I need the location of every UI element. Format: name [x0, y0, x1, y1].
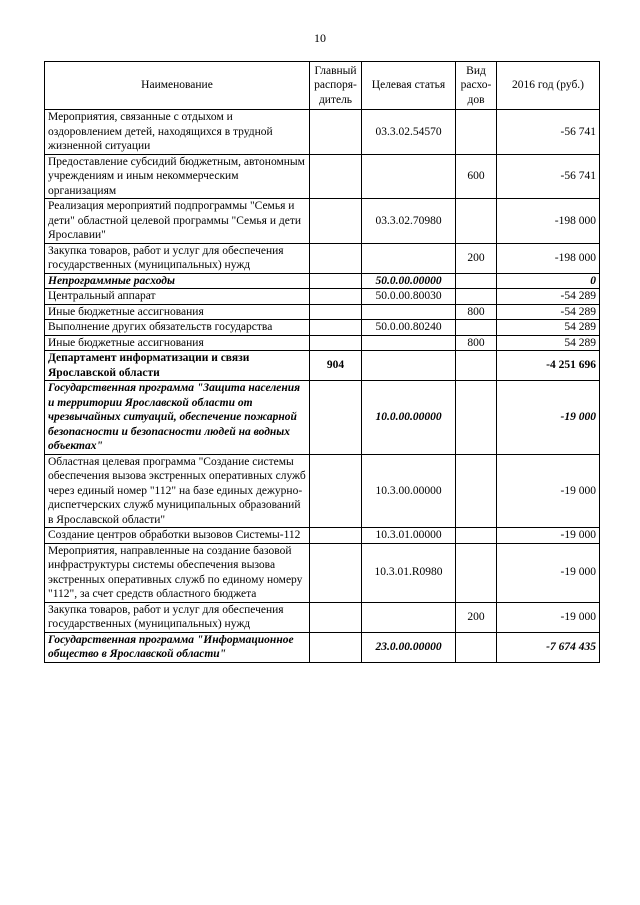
table-row — [45, 304, 600, 320]
table-row — [45, 154, 600, 199]
row-name: Областная целевая программа "Создание системы обеспечения вызова экстренных оперативных служб через единый номер "112" на базе единых дежурно-диспетчерских служб муниципальных образований в Ярославской области" — [45, 454, 310, 528]
row-target-article: 50.0.00.80240 — [362, 320, 456, 336]
row-amount: -56 741 — [497, 110, 600, 155]
table-row — [45, 528, 600, 544]
row-main-manager: 904 — [310, 351, 362, 381]
row-name: Государственная программа "Защита населения и территории Ярославской области от чрезвычайных ситуаций, обеспечение пожарной безопасности и безопасности людей на водных объектах" — [45, 381, 310, 455]
row-amount: -19 000 — [497, 602, 600, 632]
header-amount-2016: 2016 год (руб.) — [497, 62, 600, 110]
row-amount: -19 000 — [497, 543, 600, 602]
row-expense-type — [456, 632, 497, 662]
row-target-article — [362, 602, 456, 632]
row-amount: -19 000 — [497, 381, 600, 455]
header-main-manager: Главный распоря- дитель — [310, 62, 362, 110]
row-main-manager — [310, 289, 362, 305]
table-row — [45, 351, 600, 381]
row-amount: -7 674 435 — [497, 632, 600, 662]
table-row — [45, 632, 600, 662]
row-expense-type: 600 — [456, 154, 497, 199]
row-expense-type: 200 — [456, 243, 497, 273]
row-main-manager — [310, 273, 362, 289]
row-expense-type — [456, 273, 497, 289]
row-amount: -198 000 — [497, 243, 600, 273]
row-target-article: 10.3.00.00000 — [362, 454, 456, 528]
row-main-manager — [310, 454, 362, 528]
row-amount: 0 — [497, 273, 600, 289]
row-name: Создание центров обработки вызовов Системы-112 — [45, 528, 310, 544]
row-name: Предоставление субсидий бюджетным, автономным учреждениям и иным некоммерческим организациям — [45, 154, 310, 199]
row-expense-type — [456, 199, 497, 244]
row-name: Непрограммные расходы — [45, 273, 310, 289]
table-row — [45, 335, 600, 351]
table-row — [45, 199, 600, 244]
row-name: Закупка товаров, работ и услуг для обеспечения государственных (муниципальных) нужд — [45, 602, 310, 632]
header-name: Наименование — [45, 62, 310, 110]
row-expense-type — [456, 110, 497, 155]
row-target-article — [362, 335, 456, 351]
row-name: Мероприятия, связанные с отдыхом и оздоровлением детей, находящихся в трудной жизненной ситуации — [45, 110, 310, 155]
row-amount: -19 000 — [497, 528, 600, 544]
row-main-manager — [310, 335, 362, 351]
row-target-article: 10.0.00.00000 — [362, 381, 456, 455]
row-name: Реализация мероприятий подпрограммы "Семья и дети" областной целевой программы "Семья и дети Ярославии" — [45, 199, 310, 244]
row-target-article — [362, 304, 456, 320]
row-name: Мероприятия, направленные на создание базовой инфраструктуры системы обеспечения вызова экстренных оперативных служб по единому номеру "112", за счет средств областного бюджета — [45, 543, 310, 602]
row-amount: 54 289 — [497, 335, 600, 351]
row-main-manager — [310, 320, 362, 336]
row-expense-type — [456, 381, 497, 455]
row-target-article: 03.3.02.54570 — [362, 110, 456, 155]
row-amount: -54 289 — [497, 304, 600, 320]
row-target-article: 50.0.00.80030 — [362, 289, 456, 305]
row-main-manager — [310, 304, 362, 320]
row-expense-type: 800 — [456, 335, 497, 351]
table-row — [45, 543, 600, 602]
row-amount: -54 289 — [497, 289, 600, 305]
row-name: Центральный аппарат — [45, 289, 310, 305]
row-name: Иные бюджетные ассигнования — [45, 335, 310, 351]
row-amount: -19 000 — [497, 454, 600, 528]
row-target-article: 50.0.00.00000 — [362, 273, 456, 289]
row-target-article — [362, 351, 456, 381]
row-main-manager — [310, 243, 362, 273]
row-target-article: 10.3.01.R0980 — [362, 543, 456, 602]
row-main-manager — [310, 110, 362, 155]
row-main-manager — [310, 528, 362, 544]
table-row — [45, 454, 600, 528]
row-name: Иные бюджетные ассигнования — [45, 304, 310, 320]
row-main-manager — [310, 602, 362, 632]
table-row — [45, 273, 600, 289]
row-name: Департамент информатизации и связи Ярославской области — [45, 351, 310, 381]
row-main-manager — [310, 381, 362, 455]
row-target-article: 10.3.01.00000 — [362, 528, 456, 544]
row-expense-type: 800 — [456, 304, 497, 320]
row-expense-type — [456, 454, 497, 528]
header-target-article: Целевая статья — [362, 62, 456, 110]
row-expense-type — [456, 351, 497, 381]
table-row — [45, 110, 600, 155]
row-amount: -4 251 696 — [497, 351, 600, 381]
row-main-manager — [310, 199, 362, 244]
row-main-manager — [310, 543, 362, 602]
row-main-manager — [310, 632, 362, 662]
table-row — [45, 320, 600, 336]
row-target-article — [362, 243, 456, 273]
row-expense-type — [456, 320, 497, 336]
row-amount: -56 741 — [497, 154, 600, 199]
row-target-article — [362, 154, 456, 199]
table-row — [45, 243, 600, 273]
table-header-row — [45, 62, 600, 110]
row-name: Закупка товаров, работ и услуг для обеспечения государственных (муниципальных) нужд — [45, 243, 310, 273]
row-main-manager — [310, 154, 362, 199]
row-expense-type — [456, 528, 497, 544]
row-expense-type: 200 — [456, 602, 497, 632]
row-target-article: 03.3.02.70980 — [362, 199, 456, 244]
header-expense-type: Вид расхо- дов — [456, 62, 497, 110]
table-row — [45, 289, 600, 305]
row-name: Государственная программа "Информационное общество в Ярославской области" — [45, 632, 310, 662]
row-amount: -198 000 — [497, 199, 600, 244]
budget-table — [44, 61, 600, 663]
row-target-article: 23.0.00.00000 — [362, 632, 456, 662]
table-row — [45, 381, 600, 455]
page-number: 10 — [314, 31, 326, 45]
row-expense-type — [456, 289, 497, 305]
row-amount: 54 289 — [497, 320, 600, 336]
row-expense-type — [456, 543, 497, 602]
table-row — [45, 602, 600, 632]
row-name: Выполнение других обязательств государства — [45, 320, 310, 336]
